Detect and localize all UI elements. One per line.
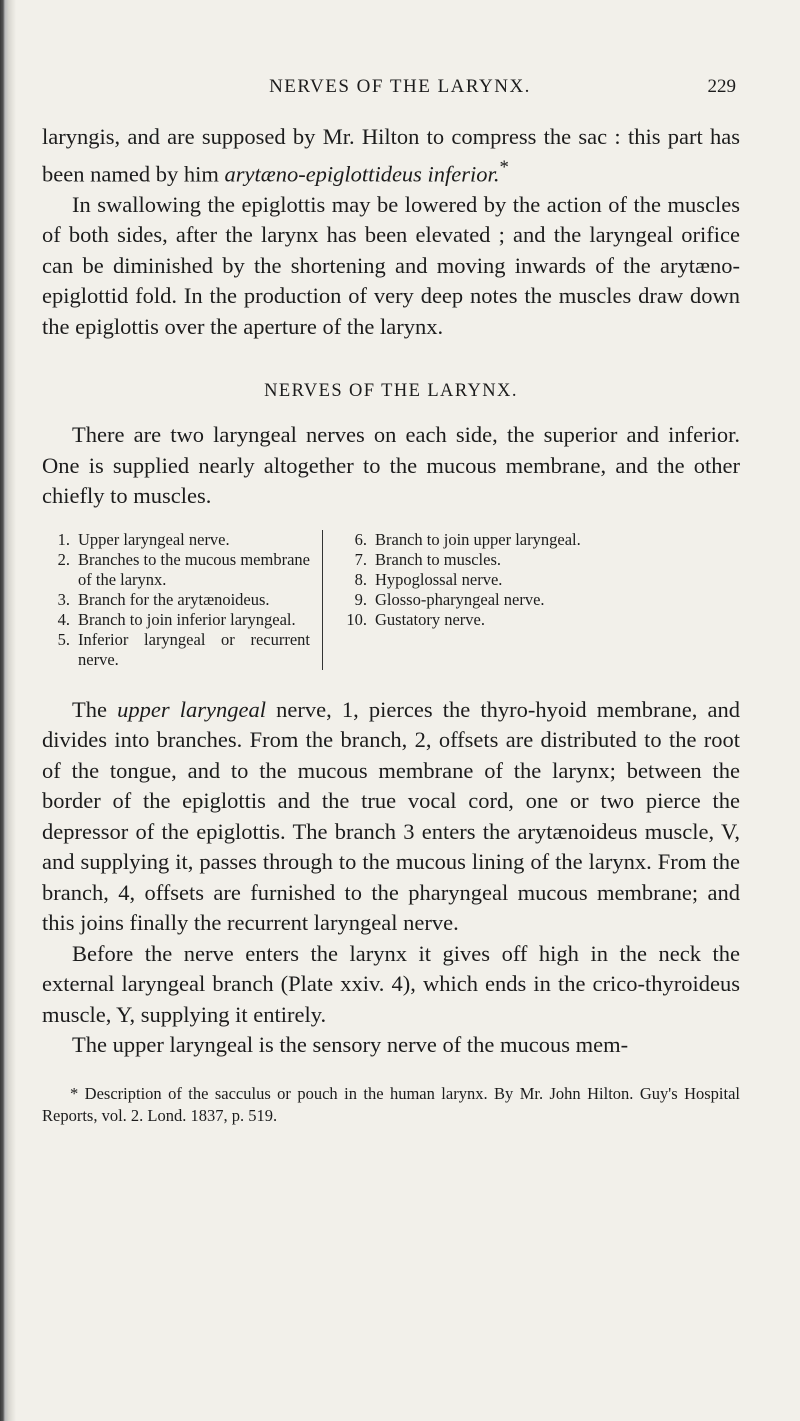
footnote-marker: * — [499, 156, 509, 178]
page-header — [0, 76, 800, 106]
legend-number: 10. — [346, 609, 367, 629]
legend-text: Gustatory nerve. — [375, 609, 485, 629]
legend-text: Branch for the arytænoideus. — [78, 589, 270, 609]
legend-number: 9. — [354, 589, 367, 609]
legend-number: 3. — [57, 589, 70, 609]
legend-text: Inferior laryngeal or recurrent nerve. — [78, 629, 310, 669]
legend-number: 6. — [354, 529, 367, 549]
paragraph-4-lead: The — [72, 696, 118, 722]
legend-text: Hypoglossal nerve. — [375, 569, 503, 589]
paragraph-4 — [42, 695, 740, 939]
legend-number: 1. — [57, 529, 70, 549]
legend-text: Branch to join inferior laryngeal. — [78, 609, 296, 629]
legend-item — [343, 610, 605, 630]
section-heading: NERVES OF THE LARYNX. — [264, 381, 518, 401]
legend-text: Glosso-pharyngeal nerve. — [375, 589, 545, 609]
legend-item — [343, 590, 605, 610]
legend-text: Branch to muscles. — [375, 549, 502, 569]
upper-laryngeal-italic: upper laryngeal — [117, 696, 267, 722]
legend-text: Upper laryngeal nerve. — [78, 529, 230, 549]
legend-number: 4. — [57, 609, 70, 629]
paragraph-1 — [42, 122, 740, 190]
muscle-name-italic: arytæno-epiglottideus inferior. — [224, 161, 500, 186]
legend-number: 8. — [354, 569, 367, 589]
footnote: * Description of the sacculus or pouch in the human larynx. By Mr. John Hilton. Guy's Hospital Reports, vol. 2. Lond. 1837, p. 519. — [42, 1083, 740, 1125]
paragraph-5: Before the nerve enters the larynx it gives off high in the neck the external laryngeal branch (Plate xxiv. 4), which ends in the crico-thyroideus muscle, Y, supplying it entirely. — [42, 940, 740, 1027]
legend-number: 5. — [57, 629, 70, 649]
legend-column-left — [42, 530, 323, 670]
legend-item — [42, 590, 310, 610]
paragraph-6: The upper laryngeal is the sensory nerve of the mucous mem- — [72, 1032, 629, 1057]
legend-item — [343, 550, 605, 570]
legend-text: Branch to join upper laryngeal. — [375, 529, 581, 549]
running-head: NERVES OF THE LARYNX. — [269, 76, 531, 97]
paragraph-2: In swallowing the epiglottis may be lowered by the action of the muscles of both sides, after the larynx has been elevated ; and the laryngeal orifice can be diminished by the shortening and moving inwards of the arytæno-epiglottid fold. In the production of very deep notes the muscles draw down the epiglottis over the aperture of the larynx. — [42, 191, 740, 339]
paragraph-3: There are two laryngeal nerves on each side, the superior and inferior. One is supplied nearly altogether to the mucous membrane, and the other chiefly to muscles. — [42, 422, 740, 508]
legend-number: 2. — [57, 549, 70, 569]
legend-item — [42, 550, 310, 590]
legend-column-right — [323, 530, 605, 670]
legend-item — [42, 610, 310, 630]
paragraph-1-text: laryngis, and are supposed by Mr. Hilton to compress the sac : this part has been named by him — [42, 124, 740, 186]
legend-item — [343, 570, 605, 590]
paragraph-4-text: nerve, 1, pierces the thyro-hyoid membrane, and divides into branches. From the branch, 2, offsets are distributed to the root of the tongue, and to the mucous membrane of the larynx; between the border of the epiglottis and the true vocal cord, one or two pierce the depressor of the epiglottis. The branch 3 enters the arytænoideus muscle, V, and supplying it, passes through to the mucous lining of the larynx. From the branch, 4, offsets are furnished to the pharyngeal mucous membrane; and this joins finally the recurrent laryngeal nerve. — [42, 696, 741, 935]
legend-text: Branches to the mucous membrane of the larynx. — [78, 549, 310, 589]
body-text — [42, 122, 740, 1127]
page-number: 229 — [707, 76, 736, 97]
legend-item — [42, 530, 310, 550]
legend-item — [42, 630, 310, 670]
legend-number: 7. — [354, 549, 367, 569]
figure-legend — [42, 530, 740, 670]
legend-item — [343, 530, 605, 550]
book-spine-shadow — [0, 0, 16, 1421]
